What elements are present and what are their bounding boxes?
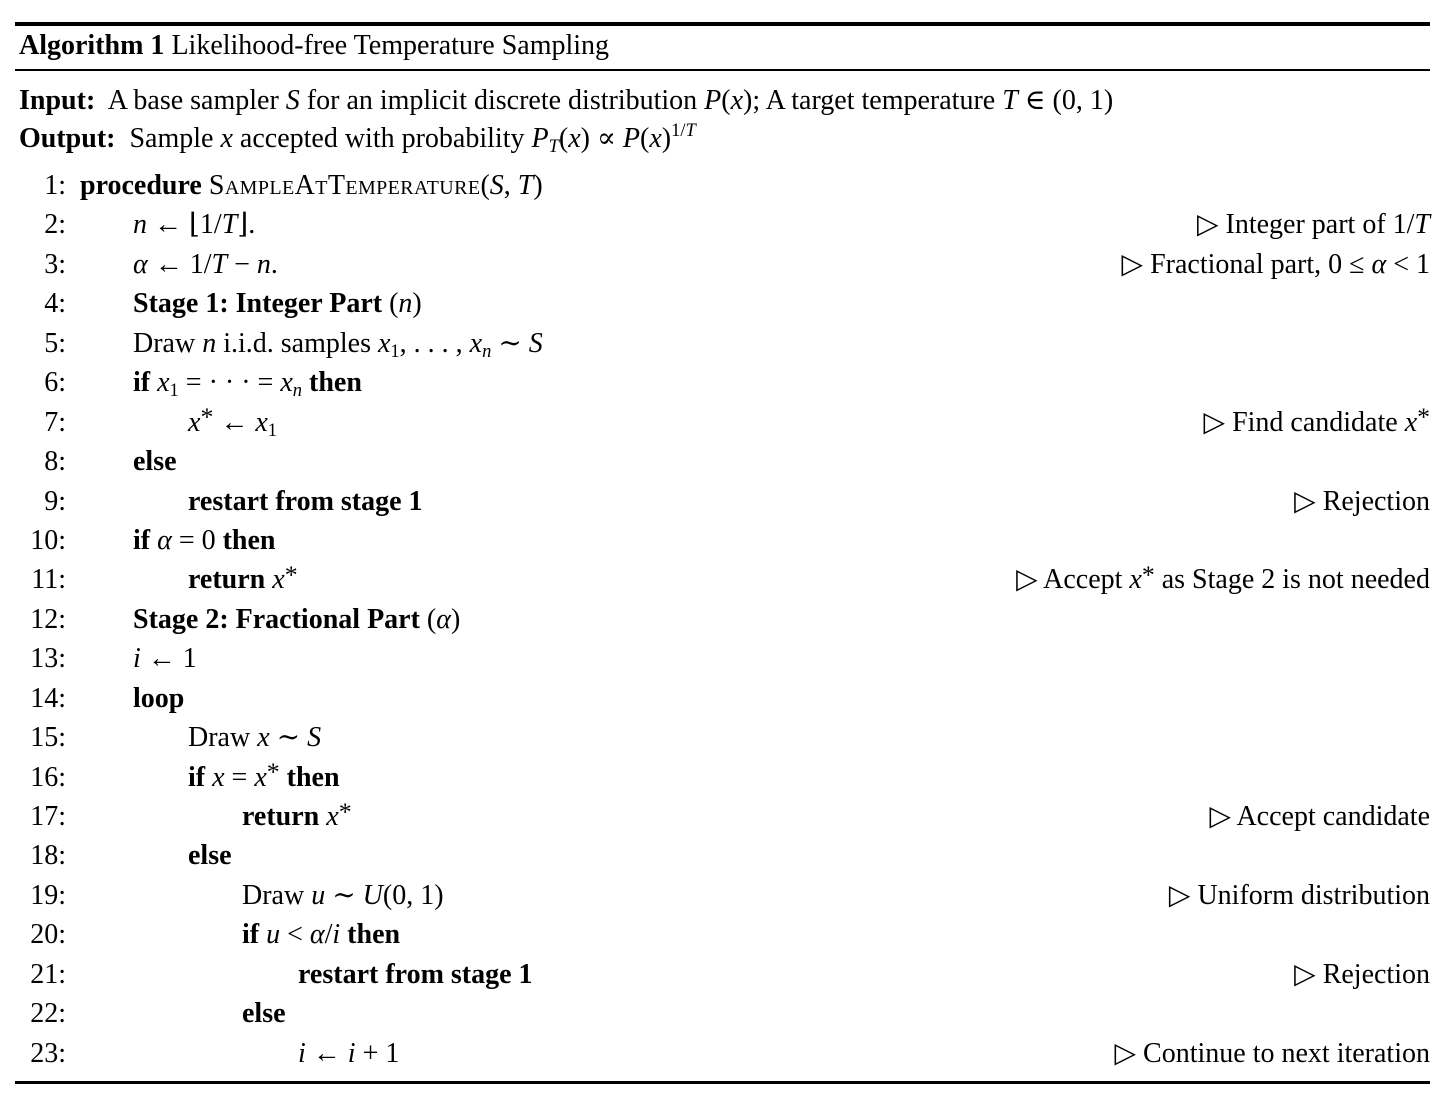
text-token: else bbox=[242, 998, 286, 1030]
text-token: ▷ Uniform distribution bbox=[1168, 879, 1430, 911]
text-token bbox=[280, 762, 287, 793]
line-body bbox=[133, 324, 543, 363]
text-token: as Stage 2 is not needed bbox=[1154, 564, 1430, 596]
algorithm-line bbox=[15, 324, 1430, 363]
line-number: 8: bbox=[44, 446, 66, 478]
text-token: x bbox=[188, 406, 201, 438]
text-token: x bbox=[1129, 564, 1142, 596]
text-token: for an implicit discrete distribution bbox=[299, 85, 705, 116]
line-number: 4: bbox=[44, 288, 66, 320]
text-token: ← bbox=[213, 406, 256, 438]
text-token: P bbox=[531, 123, 549, 154]
text-token: if bbox=[133, 524, 158, 556]
text-token: Sample bbox=[115, 123, 221, 154]
text-token: T bbox=[685, 119, 696, 140]
text-token: else bbox=[188, 840, 232, 872]
text-token: procedure bbox=[80, 170, 209, 201]
line-number: 14: bbox=[30, 682, 66, 714]
algorithm-line bbox=[15, 521, 1430, 560]
text-token: x bbox=[157, 367, 170, 399]
algorithm-line bbox=[15, 718, 1430, 757]
line-number: 11: bbox=[31, 564, 66, 596]
text-token: T bbox=[548, 136, 559, 157]
text-token: ( bbox=[558, 123, 569, 154]
text-token: then bbox=[309, 367, 362, 399]
text-token: ) bbox=[412, 288, 422, 320]
line-body bbox=[188, 836, 232, 875]
text-token: + 1 bbox=[355, 1037, 400, 1069]
text-token: ⌋. bbox=[237, 209, 256, 241]
line-number: 18: bbox=[30, 840, 66, 872]
text-token: x bbox=[326, 801, 339, 832]
algorithm-body bbox=[15, 166, 1430, 1073]
algorithm-line bbox=[15, 679, 1430, 718]
text-token: x bbox=[255, 406, 268, 438]
text-token: n bbox=[398, 288, 413, 320]
text-token: ← 1 bbox=[140, 643, 197, 675]
text-token: , . . . , bbox=[399, 327, 470, 359]
text-token: ) bbox=[450, 603, 461, 635]
text-token: x bbox=[568, 123, 581, 154]
text-token: SampleAtTemperature bbox=[208, 170, 481, 201]
text-token: = 0 bbox=[171, 524, 223, 556]
algorithm-line bbox=[15, 442, 1430, 481]
algorithm-line bbox=[15, 836, 1430, 875]
algorithm-line bbox=[15, 482, 1430, 521]
text-token: u bbox=[266, 919, 281, 951]
line-body bbox=[133, 205, 255, 244]
line-body bbox=[242, 994, 286, 1033]
text-token: u bbox=[311, 879, 326, 911]
top-rule bbox=[15, 22, 1430, 26]
text-token: , bbox=[503, 170, 518, 201]
text-token: P bbox=[704, 85, 722, 116]
input-line bbox=[19, 82, 1430, 120]
text-token: ▷ Fractional part, 0 ≤ bbox=[1121, 248, 1372, 280]
text-token: ← 1/ bbox=[147, 248, 212, 280]
algorithm-line bbox=[15, 284, 1430, 323]
algorithm-line bbox=[15, 1034, 1430, 1073]
line-body bbox=[242, 876, 444, 915]
text-token: < 1 bbox=[1386, 248, 1430, 280]
text-token: * bbox=[266, 757, 280, 787]
output-line bbox=[19, 120, 1430, 158]
text-token: x bbox=[730, 85, 744, 116]
line-body bbox=[133, 521, 276, 560]
text-token: * bbox=[338, 796, 352, 826]
text-token: x bbox=[212, 761, 225, 793]
text-token: n bbox=[133, 209, 147, 241]
text-token: Draw bbox=[242, 879, 312, 911]
text-token: restart from stage 1 bbox=[298, 958, 533, 990]
text-token: then bbox=[222, 524, 276, 556]
line-number: 2: bbox=[44, 209, 66, 241]
text-token: ); A target temperature bbox=[743, 85, 1003, 116]
text-token: x bbox=[272, 564, 285, 596]
text-token: T bbox=[1002, 85, 1018, 116]
text-token: x bbox=[649, 123, 662, 154]
text-token: * bbox=[1417, 402, 1430, 432]
text-token: ▷ Accept bbox=[1016, 564, 1130, 596]
text-token: − bbox=[227, 248, 257, 280]
text-token: ( bbox=[382, 288, 399, 320]
line-body bbox=[133, 600, 460, 639]
line-number: 21: bbox=[30, 958, 66, 990]
algorithm-line bbox=[15, 994, 1430, 1033]
text-token: ∼ bbox=[325, 879, 363, 911]
line-comment bbox=[1209, 797, 1430, 836]
line-body bbox=[298, 1034, 399, 1073]
line-body bbox=[188, 403, 277, 442]
line-number: 20: bbox=[30, 919, 66, 951]
line-number: 23: bbox=[30, 1037, 66, 1069]
text-token: x bbox=[1404, 406, 1418, 438]
line-body bbox=[133, 363, 362, 402]
line-comment bbox=[1169, 876, 1430, 915]
algorithm-line bbox=[15, 955, 1430, 994]
text-token: T bbox=[1414, 209, 1430, 241]
text-token: i.i.d. samples bbox=[216, 327, 378, 359]
text-token: Algorithm 1 bbox=[19, 30, 172, 61]
text-token: Output: bbox=[19, 123, 116, 154]
text-token: α bbox=[133, 248, 148, 280]
text-token: * bbox=[284, 560, 298, 590]
text-token: / bbox=[324, 919, 333, 951]
text-token: restart from stage 1 bbox=[188, 485, 423, 517]
line-body bbox=[133, 284, 422, 323]
text-token: i bbox=[298, 1037, 306, 1069]
line-body bbox=[188, 482, 423, 521]
text-token: ∼ bbox=[491, 327, 529, 359]
text-token: 1 bbox=[267, 419, 277, 440]
text-token: = bbox=[224, 761, 255, 793]
text-token: A base sampler bbox=[95, 85, 286, 116]
text-token: ▷ Continue to next iteration bbox=[1114, 1037, 1430, 1069]
line-comment bbox=[1197, 205, 1430, 244]
text-token: ▷ Find candidate bbox=[1203, 406, 1405, 438]
text-token: α bbox=[309, 919, 325, 951]
text-token: n bbox=[256, 248, 271, 280]
text-token: . bbox=[270, 248, 278, 280]
text-token: else bbox=[133, 446, 177, 478]
text-token: ∈ (0, 1) bbox=[1017, 85, 1114, 116]
line-number: 19: bbox=[30, 879, 66, 911]
text-token: * bbox=[1141, 560, 1155, 590]
text-token: α bbox=[157, 524, 172, 556]
line-comment bbox=[1204, 403, 1430, 442]
algorithm-line bbox=[15, 560, 1430, 599]
line-body bbox=[242, 915, 400, 954]
text-token: loop bbox=[133, 682, 185, 714]
text-token: ) ∝ bbox=[580, 123, 623, 154]
line-body bbox=[188, 758, 340, 797]
text-token: return bbox=[242, 801, 327, 832]
text-token: Stage 2: Fractional Part bbox=[133, 603, 420, 635]
algorithm-line bbox=[15, 166, 1430, 205]
text-token: 1 bbox=[169, 380, 179, 401]
text-token: if bbox=[188, 761, 213, 793]
line-number: 13: bbox=[30, 643, 66, 675]
text-token: ∼ bbox=[269, 722, 308, 754]
text-token: T bbox=[211, 248, 228, 280]
text-token: if bbox=[133, 367, 158, 399]
text-token: ▷ Rejection bbox=[1294, 485, 1430, 517]
text-token: x bbox=[220, 123, 233, 154]
algorithm-line bbox=[15, 205, 1430, 244]
text-token: n bbox=[482, 340, 492, 361]
text-token: ← ⌊1/ bbox=[147, 209, 222, 241]
algorithm-line bbox=[15, 797, 1430, 836]
line-comment bbox=[1115, 1034, 1430, 1073]
line-body bbox=[133, 639, 197, 678]
algorithm-caption bbox=[19, 27, 1430, 65]
text-token: then bbox=[347, 919, 401, 951]
line-body bbox=[80, 166, 543, 205]
text-token: 1/ bbox=[671, 119, 686, 140]
text-token: x bbox=[280, 367, 293, 399]
text-token: i bbox=[332, 919, 341, 951]
line-number: 9: bbox=[44, 485, 66, 517]
text-token: n bbox=[292, 380, 303, 401]
line-number: 22: bbox=[30, 998, 66, 1030]
text-token: Draw bbox=[133, 327, 203, 359]
line-comment bbox=[1122, 245, 1430, 284]
text-token: α bbox=[436, 603, 451, 635]
text-token: i bbox=[347, 1037, 356, 1069]
text-token: * bbox=[200, 402, 214, 432]
text-token: return bbox=[188, 564, 273, 596]
line-body bbox=[298, 955, 533, 994]
line-body bbox=[133, 679, 184, 718]
algorithm-line bbox=[15, 600, 1430, 639]
text-token: ▷ Integer part of 1/ bbox=[1196, 209, 1415, 241]
line-number: 16: bbox=[30, 761, 66, 793]
text-token: = · · · = bbox=[178, 367, 281, 399]
text-token: ( bbox=[721, 85, 731, 116]
text-token: U bbox=[362, 879, 383, 911]
line-number: 3: bbox=[44, 248, 66, 280]
text-token: S bbox=[285, 85, 300, 116]
text-token: accepted with probability bbox=[232, 123, 532, 154]
line-comment bbox=[1294, 482, 1430, 521]
line-comment bbox=[1016, 560, 1430, 599]
algorithm-line bbox=[15, 403, 1430, 442]
line-body bbox=[133, 245, 278, 284]
text-token: ( bbox=[640, 123, 650, 154]
algorithm-line bbox=[15, 363, 1430, 402]
line-number: 1: bbox=[44, 170, 66, 201]
text-token: (0, 1) bbox=[382, 879, 444, 911]
caption-rule bbox=[15, 69, 1430, 71]
text-token: ▷ Rejection bbox=[1294, 958, 1430, 990]
algorithm-line bbox=[15, 758, 1430, 797]
text-token: S bbox=[489, 170, 504, 201]
text-token: if bbox=[242, 919, 267, 951]
text-token: ▷ Accept candidate bbox=[1209, 801, 1430, 832]
text-token: T bbox=[221, 209, 238, 241]
text-token: i bbox=[133, 643, 141, 675]
text-token: Likelihood-free Temperature Sampling bbox=[171, 30, 610, 61]
text-token: Stage 1: Integer Part bbox=[133, 288, 383, 320]
algorithm-line bbox=[15, 876, 1430, 915]
algorithm-line bbox=[15, 639, 1430, 678]
text-token: x bbox=[254, 761, 267, 793]
text-token: < bbox=[280, 919, 310, 951]
text-token: ← bbox=[305, 1037, 348, 1069]
line-number: 6: bbox=[44, 367, 66, 399]
text-token: 1 bbox=[390, 340, 400, 361]
text-token: x bbox=[377, 327, 391, 359]
text-token: x bbox=[469, 327, 483, 359]
text-token: Input: bbox=[19, 85, 96, 116]
text-token: P bbox=[622, 123, 641, 154]
line-number: 5: bbox=[44, 327, 66, 359]
text-token: S bbox=[528, 327, 543, 359]
line-body bbox=[133, 442, 177, 481]
text-token: T bbox=[517, 170, 534, 201]
text-token: then bbox=[286, 761, 340, 793]
text-token bbox=[302, 367, 309, 398]
line-number: 12: bbox=[30, 603, 66, 635]
text-token: ) bbox=[661, 123, 672, 154]
line-comment bbox=[1294, 955, 1430, 994]
text-token: ( bbox=[480, 170, 490, 201]
algorithm-line bbox=[15, 245, 1430, 284]
text-token: S bbox=[307, 722, 322, 754]
text-token: Draw bbox=[188, 722, 258, 754]
bottom-rule bbox=[15, 1081, 1430, 1084]
line-body bbox=[188, 718, 321, 757]
text-token: x bbox=[257, 722, 270, 754]
text-token: ( bbox=[419, 603, 437, 635]
line-body bbox=[242, 797, 352, 836]
text-token: α bbox=[1371, 248, 1387, 280]
line-number: 7: bbox=[44, 406, 66, 438]
line-number: 17: bbox=[30, 801, 66, 832]
text-token: ) bbox=[533, 170, 543, 201]
line-number: 15: bbox=[30, 722, 66, 754]
line-number: 10: bbox=[30, 524, 66, 556]
algorithm-line bbox=[15, 915, 1430, 954]
text-token: n bbox=[202, 327, 217, 359]
line-body bbox=[188, 560, 298, 599]
